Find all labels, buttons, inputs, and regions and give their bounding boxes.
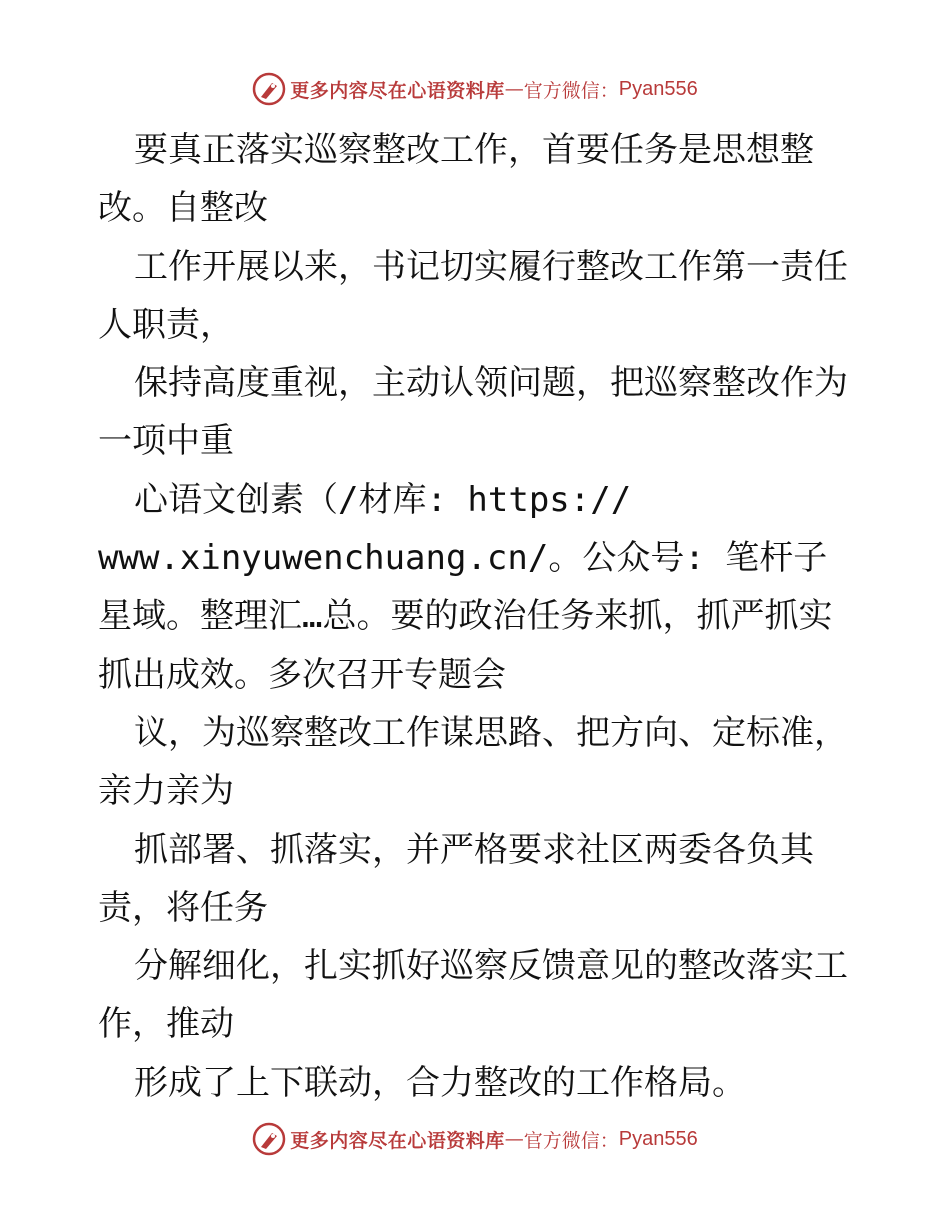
document-body xyxy=(98,121,858,1112)
footer-banner-dash: — xyxy=(504,1128,524,1150)
paragraph-9: 形成了上下联动，合力整改的工作格局。 xyxy=(134,1062,746,1103)
paragraph-8: 分解细化，扎实抓好巡察反馈意见的整改落实工作，推动 xyxy=(98,946,848,1045)
footer-banner xyxy=(0,1119,950,1159)
header-wechat-id: Pyan556 xyxy=(618,77,698,100)
paragraph-7: 抓部署、抓落实，并严格要求社区两委各负其责，将任务 xyxy=(98,829,814,928)
paragraph-6: 议，为巡察整改工作谋思路、把方向、定标准，亲力亲为 xyxy=(98,712,848,812)
header-banner-text: 更多内容尽在心语资料库 xyxy=(290,79,505,102)
footer-wechat-label: 官方微信： xyxy=(523,1129,619,1152)
pen-nib-logo-icon xyxy=(252,1122,286,1156)
paragraph-4: 心语文创素（/材库: https:// xyxy=(134,479,632,520)
footer-banner-text: 更多内容尽在心语资料库 xyxy=(290,1129,505,1152)
header-wechat-label: 官方微信： xyxy=(523,79,619,102)
header-banner-dash: — xyxy=(504,78,524,100)
paragraph-1: 要真正落实巡察整改工作，首要任务是思想整改。自整改 xyxy=(98,130,814,229)
paragraph-3: 保持高度重视，主动认领问题，把巡察整改作为一项中重 xyxy=(98,363,848,462)
footer-wechat-id: Pyan556 xyxy=(618,1127,698,1150)
paragraph-2: 工作开展以来，书记切实履行整改工作第一责任人职责， xyxy=(98,246,848,345)
paragraph-5: www.xinyuwenchuang.cn/。公众号: 笔杆子星域。整理汇…总。要的政治任务来抓，抓严抓实抓出成效。多次召开专题会 xyxy=(98,538,833,695)
pen-nib-logo-icon xyxy=(252,72,286,106)
header-banner xyxy=(0,69,950,109)
